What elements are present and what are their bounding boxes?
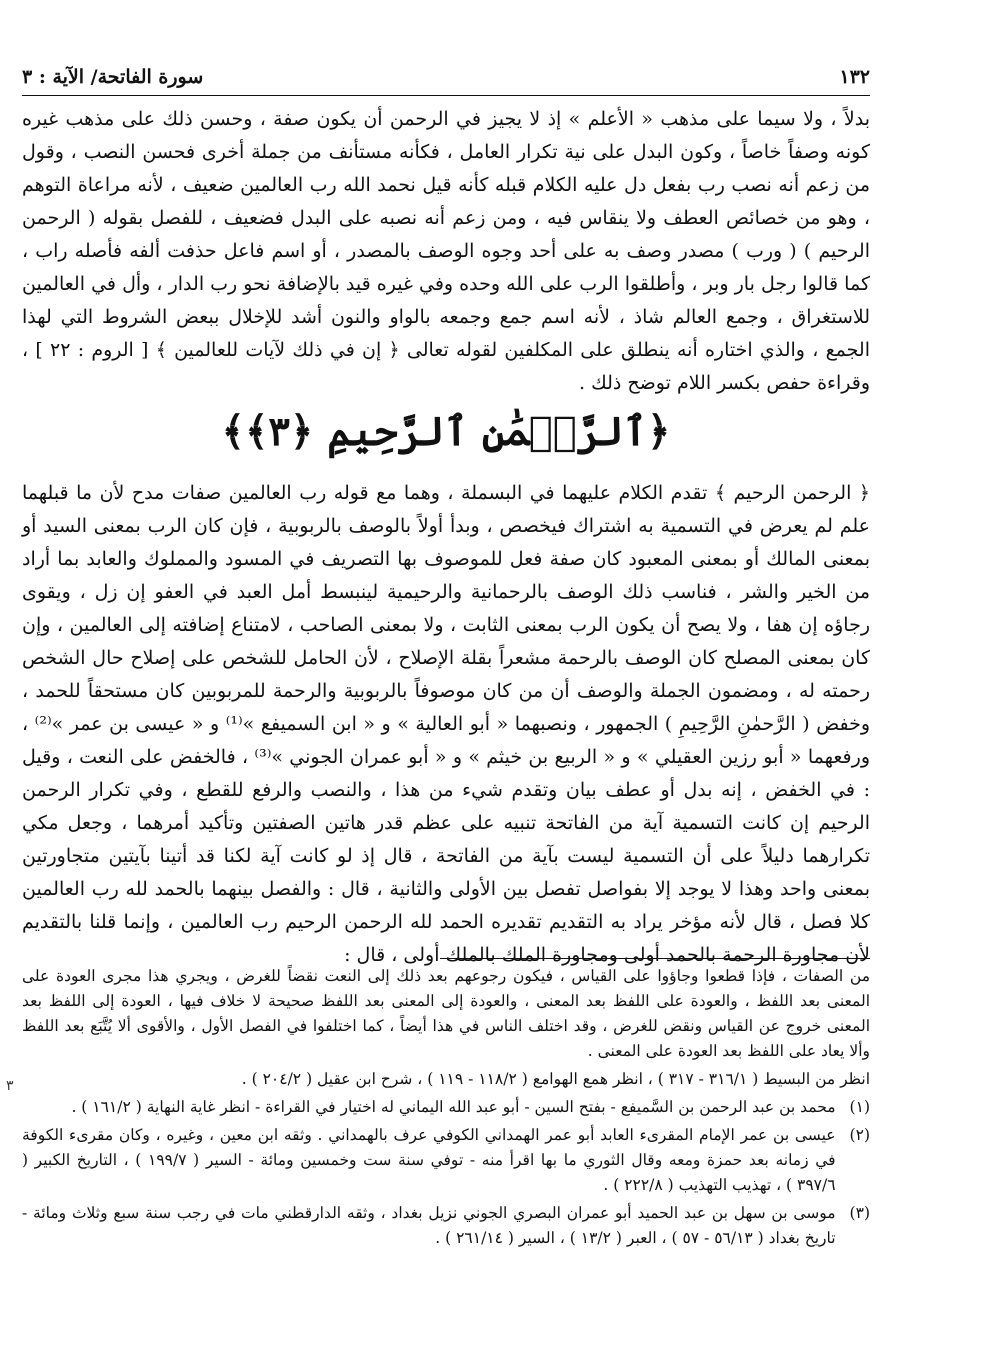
footnote-number: (١) [849,1098,870,1116]
footnote-text: موسى بن سهل بن عبد الحميد أبو عمران البصري الجوني نزيل بغداد ، وثقه الدارقطني مات في رجب سنة سبع وثلاث ومائة - تاريخ بغداد ( ٥٦/١٣ - ٥٧ ) ، العبر ( ١٣/٢ ) ، السير ( ٢٦١/١٤ ) . [22,1204,836,1247]
intro-paragraph-block [22,103,870,400]
commentary-block [22,477,870,972]
verse-text: ﴿ٱلرَّحۡمَٰنِ ٱلرَّحِيمِ ﴿٣﴾﴾ [221,407,671,455]
quran-verse-heading [22,402,870,460]
footnote-text: محمد بن عبد الرحمن بن السَّميفع - بفتح السين - أبو عبد الله اليماني له اختيار في القراءة - انظر غاية النهاية ( ١٦١/٢ ) . [71,1098,836,1116]
footnotes-block [22,964,870,1254]
footnote-number: (٣) [849,1204,870,1222]
footnote-item [22,1201,870,1251]
footnote-number: (٢) [849,1126,870,1144]
header-rule [22,95,870,96]
margin-mark: ٣ [6,1078,14,1094]
footnote-separator [440,958,870,959]
commentary-paragraph: ﴿ الرحمن الرحيم ﴾ تقدم الكلام عليهما في البسملة ، وهما مع قوله رب العالمين صفات مدح لأن ما قبلهما علم لم يعرض في التسمية به اشتراك فيخصص ، وبدأ أولاً بالوصف بالربوبية ، فإن كان الرب بمعنى السيد أو بمعنى المالك أو بمعنى المعبود كان صفة فعل للموصوف بها التصريف في المسود والمملوك والعابد بما أراد من الخير والشر ، فناسب ذلك الوصف بالرحمانية والرحيمية لينبسط أمل العبد في العفو إن زل ، ويقوى رجاؤه إن هفا ، ولا يصح أن يكون الرب بمعنى الثابت ، ولا بمعنى الصاحب ، لامتناع إضافته إلى العالمين ، وإن كان بمعنى المصلح كان الوصف بالرحمة مشعراً بقلة الإصلاح ، لأن الحامل للشخص على إصلاح حال الشخص رحمته له ، ومضمون الجملة والوصف أن من كان موصوفاً بالربوبية والرحمة للمربوبين كان مستحقاً للحمد ، وخفض ( الرَّحمٰنِ الرَّحِيمِ ) الجمهور ، ونصبهما « أبو العالية » و « ابن السميفع »⁽¹⁾ و « عيسى بن عمر »⁽²⁾ ، ورفعهما « أبو رزين العقيلي » و « الربيع بن خيثم » و « أبو عمران الجوني »⁽³⁾ ، فالخفض على النعت ، وقيل : في الخفض ، إنه بدل أو عطف بيان وتقدم شيء من هذا ، والنصب والرفع للقطع ، وفي تكرار الرحمن الرحيم إن كانت التسمية آية من الفاتحة تنبيه على عظم قدر هاتين الصفتين وتأكيد أمرهما ، وجعل مكي تكرارهما دليلاً على أن التسمية ليست بآية من الفاتحة ، قال إذ لو كانت آية لكنا قد أتينا بآيتين متجاورتين بمعنى واحد وهذا لا يوجد إلا بفواصل تفصل بين الأولى والثانية ، قال : والفصل بينهما بالحمد لله رب العالمين كلا فصل ، قال لأنه مؤخر يراد به التقديم تقديره الحمد لله الرحمن الرحيم رب العالمين ، وإنما قلنا بالتقديم لأن مجاورة الرحمة بالحمد أولى ومجاورة الملك بالملك أولى ، قال : [22,482,871,966]
footnote-item [22,1123,870,1198]
page-number: ١٣٢ [839,66,870,88]
footnote-sources: انظر من البسيط ( ٣١٦/١ - ٣١٧ ) ، انظر همع الهوامع ( ١١٨/٢ - ١١٩ ) ، شرح ابن عقيل ( ٢٠٤/٢ ) . [241,1070,870,1088]
footnote-item [22,1095,870,1120]
running-title: سورة الفاتحة/ الآية : ٣ [22,66,204,88]
page-header [22,60,870,94]
footnote-continuation: من الصفات ، فإذا قطعوا وجاؤوا على القياس ، فيكون رجوعهم بعد ذلك إلى النعت نقضاً للغرض ، ويجري هذا مجرى العودة على المعنى بعد اللفظ ، والعودة على اللفظ بعد المعنى ، والعودة إلى المعنى بعد اللفظ صحيحة لا خلاف فيها ، العودة إلى اللفظ بعد المعنى خروج عن القياس ونقض للغرض ، وقد اختلف الناس في هذا أيضاً ، كما اختلفوا في الفصل الأول ، والأقوى ألا يُتَّبَع بعد اللفظ وألا يعاد على اللفظ بعد العودة على المعنى . [22,967,870,1060]
footnote-text: عيسى بن عمر الإمام المقرىء العابد أبو عمر الهمداني الكوفي عرف بالهمداني . وثقه ابن معين ، وغيره ، وكان مقرىء الكوفة في زمانه بعد حمزة ومعه وقال الثوري ما بها اقرأ منه - توفي سنة ست وخمسين ومائة - السير ( ١٩٩/٧ ) ، التاريخ الكبير ( ٣٩٧/٦ ) ، تهذيب التهذيب ( ٢٢٢/٨ ) . [22,1126,836,1194]
intro-paragraph: بدلاً ، ولا سيما على مذهب « الأعلم » إذ لا يجيز في الرحمن أن يكون صفة ، وحسن ذلك على مذهب غيره كونه وصفاً خاصاً ، وكون البدل على نية تكرار العامل ، فكأنه مستأنف من جملة أخرى فحسن النصب ، وقول من زعم أنه نصب رب بفعل دل عليه الكلام قبله كأنه قيل نحمد الله رب العالمين ضعيف ، لأنه مراعاة التوهم ، وهو من خصائص العطف ولا ينقاس فيه ، ومن زعم أنه نصبه على البدل فضعيف ، للفصل بقوله ( الرحمن الرحيم ) ( ورب ) مصدر وصف به على أحد وجوه الوصف بالمصدر ، أو اسم فاعل حذفت ألفه فأصله راب ، كما قالوا رجل بار وبر ، وأطلقوا الرب على الله وحده وفي غيره قيد بالإضافة نحو رب الدار ، وأل في العالمين للاستغراق ، وجمع العالم شاذ ، لأنه اسم جمع وجمعه بالواو والنون أشد للإخلال ببعض الشروط التي لهذا الجمع ، والذي اختاره أنه ينطلق على المكلفين لقوله تعالى ﴿ إن في ذلك لآيات للعالمين ﴾ [ الروم : ٢٢ ] ، وقراءة حفص بكسر اللام توضح ذلك . [22,108,870,394]
